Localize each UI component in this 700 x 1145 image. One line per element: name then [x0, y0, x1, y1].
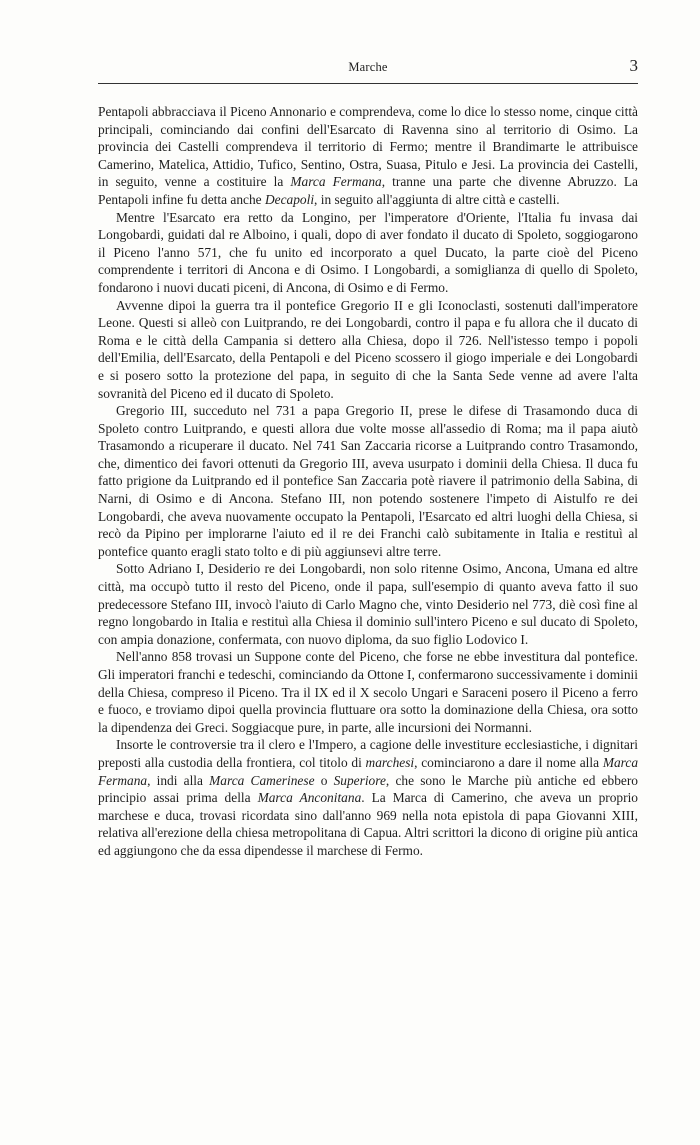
text-run: Insorte le controversie tra il clero e l'Impero, a cagione delle investiture ecclesiastiche, i dignitari preposti alla custodia della frontiera, col titolo di [98, 737, 638, 770]
text-run: . La Marca di Camerino, che aveva un proprio marchese e duca, trovasi ricordata sino dall'anno 969 nella nota epistola di papa Giovanni XIII, relativa all'erezione della chiesa metropolitana di Capua. Altri scrittori la dicono di origine più antica ed aggiungono che da essa dipendesse il marchese di Fermo. [98, 790, 638, 858]
body-text [98, 103, 638, 860]
paragraph [98, 103, 638, 209]
page-number: 3 [629, 56, 638, 75]
text-run: Avvenne dipoi la guerra tra il pontefice Gregorio II e gli Iconoclasti, sostenuti dall'imperatore Leone. Questi si alleò con Luitprando, re dei Longobardi, contro il papa e fu allora che il ducato di Roma e le città della Campania si dettero alla Chiesa, dopo il 726. Nell'istesso tempo i popoli dell'Emilia, dell'Esarcato, della Pentapoli e del Piceno scossero il giogo imperiale e dei Longobardi e si posero sotto la protezione del papa, in seguito di che la Santa Sede venne ad avere l'alta sovranità del Piceno ed il ducato di Spoleto. [98, 297, 638, 401]
italic-term: Superiore [333, 772, 386, 788]
paragraph [98, 297, 638, 403]
page-header [98, 56, 638, 80]
text-run: , che sono le Marche più antiche ed ebbero principio assai prima della [98, 772, 638, 806]
text-run: o [314, 772, 334, 788]
paragraph [98, 209, 638, 297]
text-run: Mentre l'Esarcato era retto da Longino, per l'imperatore d'Oriente, l'Italia fu invasa dai Longobardi, guidati dal re Alboino, i quali, dopo di aver fondato il ducato di Spoleto, soggiogarono il Piceno l'anno 571, che fu unito ed incorporato a quel Ducato, la parte cioè del Piceno comprendente i territori di Ancona e di Osimo. I Longobardi, a somiglianza di quello di Spoleto, fondarono i nuovi ducati piceni, di Ancona, di Osimo e di Fermo. [98, 209, 638, 295]
text-run: , in seguito all'aggiunta di altre città e castelli. [314, 191, 560, 207]
italic-term: Decapoli [264, 191, 315, 207]
text-run: , indi alla [147, 772, 210, 788]
running-title: Marche [348, 60, 388, 74]
italic-term: Marca Fermana [98, 754, 639, 788]
paragraph [98, 648, 638, 736]
italic-term: Marca Camerinese [209, 772, 315, 788]
header-rule [98, 83, 638, 84]
paragraph [98, 402, 638, 560]
text-run: Pentapoli abbracciava il Piceno Annonario e comprendeva, come lo dice lo stesso nome, cinque città principali, cominciando dai confini dell'Esarcato di Ravenna sino al territorio di Osimo. La provincia dei Castelli comprendeva il territorio di Fermo; mentre il Brandimarte le attribuisce Camerino, Matelica, Attidio, Tufico, Sentino, Ostra, Suasa, Pitulo e Jesi. La provincia dei Castelli, in seguito, venne a costituire la [98, 104, 638, 190]
paragraph [98, 560, 638, 648]
text-run: Nell'anno 858 trovasi un Suppone conte del Piceno, che forse ne ebbe investitura dal pontefice. Gli imperatori franchi e tedeschi, cominciando da Ottone I, confermarono successivamente i dominii della Chiesa, compreso il Piceno. Tra il IX ed il X secolo Ungari e Saraceni posero il Piceno a ferro e fuoco, e troviamo dipoi quella provincia fluttuare ora sotto la dominazione della Chiesa, ora sotto la dipendenza dei Greci. Soggiacque pure, in parte, alle incursioni dei Normanni. [98, 649, 638, 735]
text-run: Gregorio III, succeduto nel 731 a papa Gregorio II, prese le difese di Trasamondo duca di Spoleto contro Luitprando, e questi allora due volte mosse all'assedio di Roma; ma il papa aiutò Trasamondo a ricuperare il ducato. Nel 741 San Zaccaria ricorse a Luitprando contro Trasamondo, che, dimentico dei favori ottenuti da Gregorio III, aveva usurpato i dominii della Chiesa. Il duca fu fatto prigione da Luitprando ed il pontefice San Zaccaria potè riavere il patrimonio della Sabina, di Narni, di Osimo e di Ancona. Stefano III, non potendo sostenere l'impeto di Aistulfo re dei Longobardi, che aveva nuovamente occupato la Pentapoli, l'Esarcato ed altri luoghi della Chiesa, si recò da Pipino per implorarne l'aiuto ed il re dei Franchi calò subitamente in Italia e restituì al pontefice quanto eragli stato tolto e di più aggiunsevi altre terre. [98, 403, 638, 559]
text-run: , cominciarono a dare il nome alla [414, 754, 603, 770]
text-run: , tranne una parte che divenne Abruzzo. La Pentapoli infine fu detta anche [98, 174, 638, 207]
paragraph [98, 736, 638, 859]
italic-term: Marca Anconitana [257, 790, 362, 806]
italic-term: marchesi [365, 754, 415, 770]
text-run: Sotto Adriano I, Desiderio re dei Longobardi, non solo ritenne Osimo, Ancona, Umana ed altre città, ma occupò tutto il resto del Piceno, onde il papa, sull'esempio di quanto aveva fatto il suo predecessore Stefano III, invocò l'aiuto di Carlo Magno che, vinto Desiderio nel 773, diè così fine al regno longobardo in Italia e restituì alla Chiesa il dominio sull'intero Piceno e sul ducato di Spoleto, con ampia donazione, confermata, con nuovo diploma, da suo figlio Lodovico I. [98, 561, 638, 647]
italic-term: Marca Fermana [290, 174, 382, 190]
